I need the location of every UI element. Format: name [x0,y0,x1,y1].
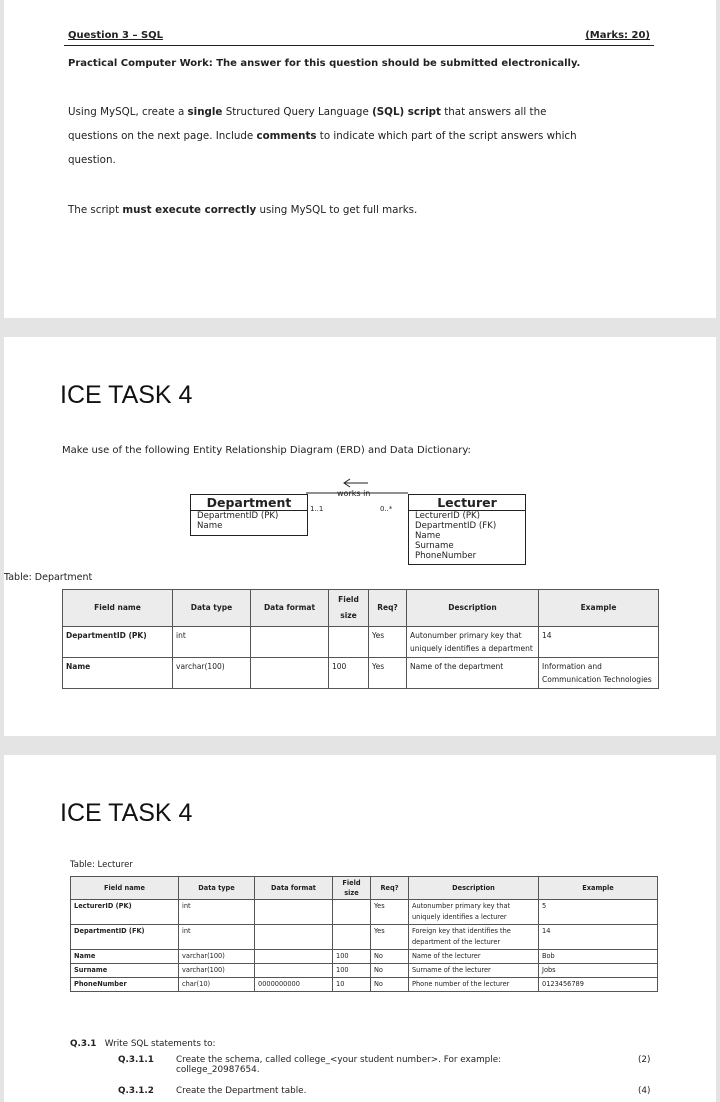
table-cell: Surname of the lecturer [409,964,539,978]
slide-title: ICE TASK 4 [60,381,193,409]
column-header: Field name [63,590,173,627]
table-cell [333,925,371,950]
bold-text: single [187,106,223,118]
entity-field: Name [415,531,441,541]
column-header: Description [409,877,539,900]
column-header: Data format [251,590,329,627]
instruction-paragraph [68,100,658,172]
column-header: Description [407,590,539,627]
table-cell [333,900,371,925]
table-cell: 5 [539,900,658,925]
table-cell: 14 [539,925,658,950]
question-page [4,0,716,318]
column-header: Field size [329,590,369,627]
question-3-1-2 [118,1086,154,1096]
table-caption: Table: Lecturer [70,860,133,870]
table-cell: 100 [329,658,369,689]
table-cell: Yes [369,658,407,689]
question-3-1-1-text [176,1055,606,1075]
intro-text: Make use of the following Entity Relationship Diagram (ERD) and Data Dictionary: [62,445,471,456]
text: using MySQL to get full marks. [256,204,418,216]
text: that answers all the [440,106,547,118]
column-header: Field name [71,877,179,900]
question-number: Q.3.1.2 [118,1086,154,1096]
table-row [71,950,658,964]
table-header-row [71,877,658,900]
table-cell: Name of the department [407,658,539,689]
question-text: college_20987654. [176,1065,260,1075]
table-cell: DepartmentID (PK) [63,627,173,658]
table-cell: 0000000000 [255,978,333,992]
table-cell: int [179,925,255,950]
table-cell: Autonumber primary key that uniquely identifies a department [407,627,539,658]
slide-title: ICE TASK 4 [60,799,193,827]
execution-note [68,198,658,222]
table-row [63,627,659,658]
table-row [71,978,658,992]
erd-lecturer-entity [408,494,526,565]
table-cell [329,627,369,658]
table-row [63,658,659,689]
table-cell: Information and Communication Technologies [539,658,659,689]
question-3-1-1 [118,1055,154,1065]
entity-title: Lecturer [409,495,525,511]
table-cell: 14 [539,627,659,658]
table-cell: varchar(100) [179,964,255,978]
column-header: Example [539,590,659,627]
table-row [71,900,658,925]
text: to indicate which part of the script answers which [316,130,577,142]
entity-title: Department [191,495,307,511]
question-text: Write SQL statements to: [104,1039,216,1049]
column-header: Req? [369,590,407,627]
table-cell: Surname [71,964,179,978]
entity-field: DepartmentID (PK) [197,511,279,521]
table-row [71,925,658,950]
table-cell: int [179,900,255,925]
left-cardinality: 1..1 [310,505,324,513]
column-header: Data type [179,877,255,900]
table-cell: Yes [371,925,409,950]
table-cell: Autonumber primary key that uniquely identifies a lecturer [409,900,539,925]
table-cell: Yes [371,900,409,925]
table-cell: varchar(100) [173,658,251,689]
table-cell: Jobs [539,964,658,978]
table-row [71,964,658,978]
table-cell: No [371,964,409,978]
table-cell: LecturerID (PK) [71,900,179,925]
table-cell: Phone number of the lecturer [409,978,539,992]
text: questions on the next page. Include [68,130,257,142]
bold-text: (SQL) script [372,106,441,118]
question-text: Create the Department table. [176,1086,307,1096]
table-cell: PhoneNumber [71,978,179,992]
text: Using MySQL, create a [68,106,188,118]
heading-divider [64,45,654,46]
table-cell: Foreign key that identifies the department of the lecturer [409,925,539,950]
table-cell: No [371,950,409,964]
text: The script [68,204,123,216]
table-cell: Name [63,658,173,689]
entity-field: Name [197,521,223,531]
question-subheading: Practical Computer Work: The answer for this question should be submitted electronically. [68,58,581,69]
text: Structured Query Language [222,106,373,118]
ice-task-slide-2 [4,755,716,1102]
table-cell: No [371,978,409,992]
table-cell: 100 [333,964,371,978]
column-header: Req? [371,877,409,900]
column-header: Data format [255,877,333,900]
table-caption: Table: Department [4,572,93,583]
entity-field: DepartmentID (FK) [415,521,497,531]
table-cell: Name [71,950,179,964]
column-header: Data type [173,590,251,627]
table-cell: Bob [539,950,658,964]
table-cell: 0123456789 [539,978,658,992]
question-number: Q.3.1.1 [118,1055,154,1065]
question-marks: (4) [638,1086,651,1096]
table-cell [251,658,329,689]
ice-task-slide-1 [4,337,716,736]
lecturer-data-dictionary [70,876,658,992]
relationship-label: works in [337,489,371,498]
column-header: Field size [333,877,371,900]
table-cell: Yes [369,627,407,658]
table-header-row [63,590,659,627]
department-data-dictionary [62,589,659,689]
entity-field: PhoneNumber [415,551,477,561]
column-header: Example [539,877,658,900]
question-number: Q.3.1 [70,1039,97,1049]
table-cell: varchar(100) [179,950,255,964]
text: question. [68,154,116,166]
question-3-1 [70,1039,216,1049]
entity-field: LecturerID (PK) [415,511,481,521]
table-cell: 100 [333,950,371,964]
table-cell: Name of the lecturer [409,950,539,964]
entity-field: Surname [415,541,454,551]
table-cell: int [173,627,251,658]
erd-department-entity [190,494,308,536]
question-title: Question 3 – SQL [68,30,164,41]
table-cell [251,627,329,658]
question-marks: (Marks: 20) [585,30,650,41]
table-cell [255,925,333,950]
bold-text: must execute correctly [122,204,257,216]
question-text: Create the schema, called college_<your student number>. For example: [176,1055,502,1065]
table-cell [255,950,333,964]
question-marks: (2) [638,1055,651,1065]
table-cell [255,900,333,925]
right-cardinality: 0..* [380,505,393,513]
bold-text: comments [256,130,317,142]
table-cell: 10 [333,978,371,992]
table-cell [255,964,333,978]
table-cell: DepartmentID (FK) [71,925,179,950]
table-cell: char(10) [179,978,255,992]
